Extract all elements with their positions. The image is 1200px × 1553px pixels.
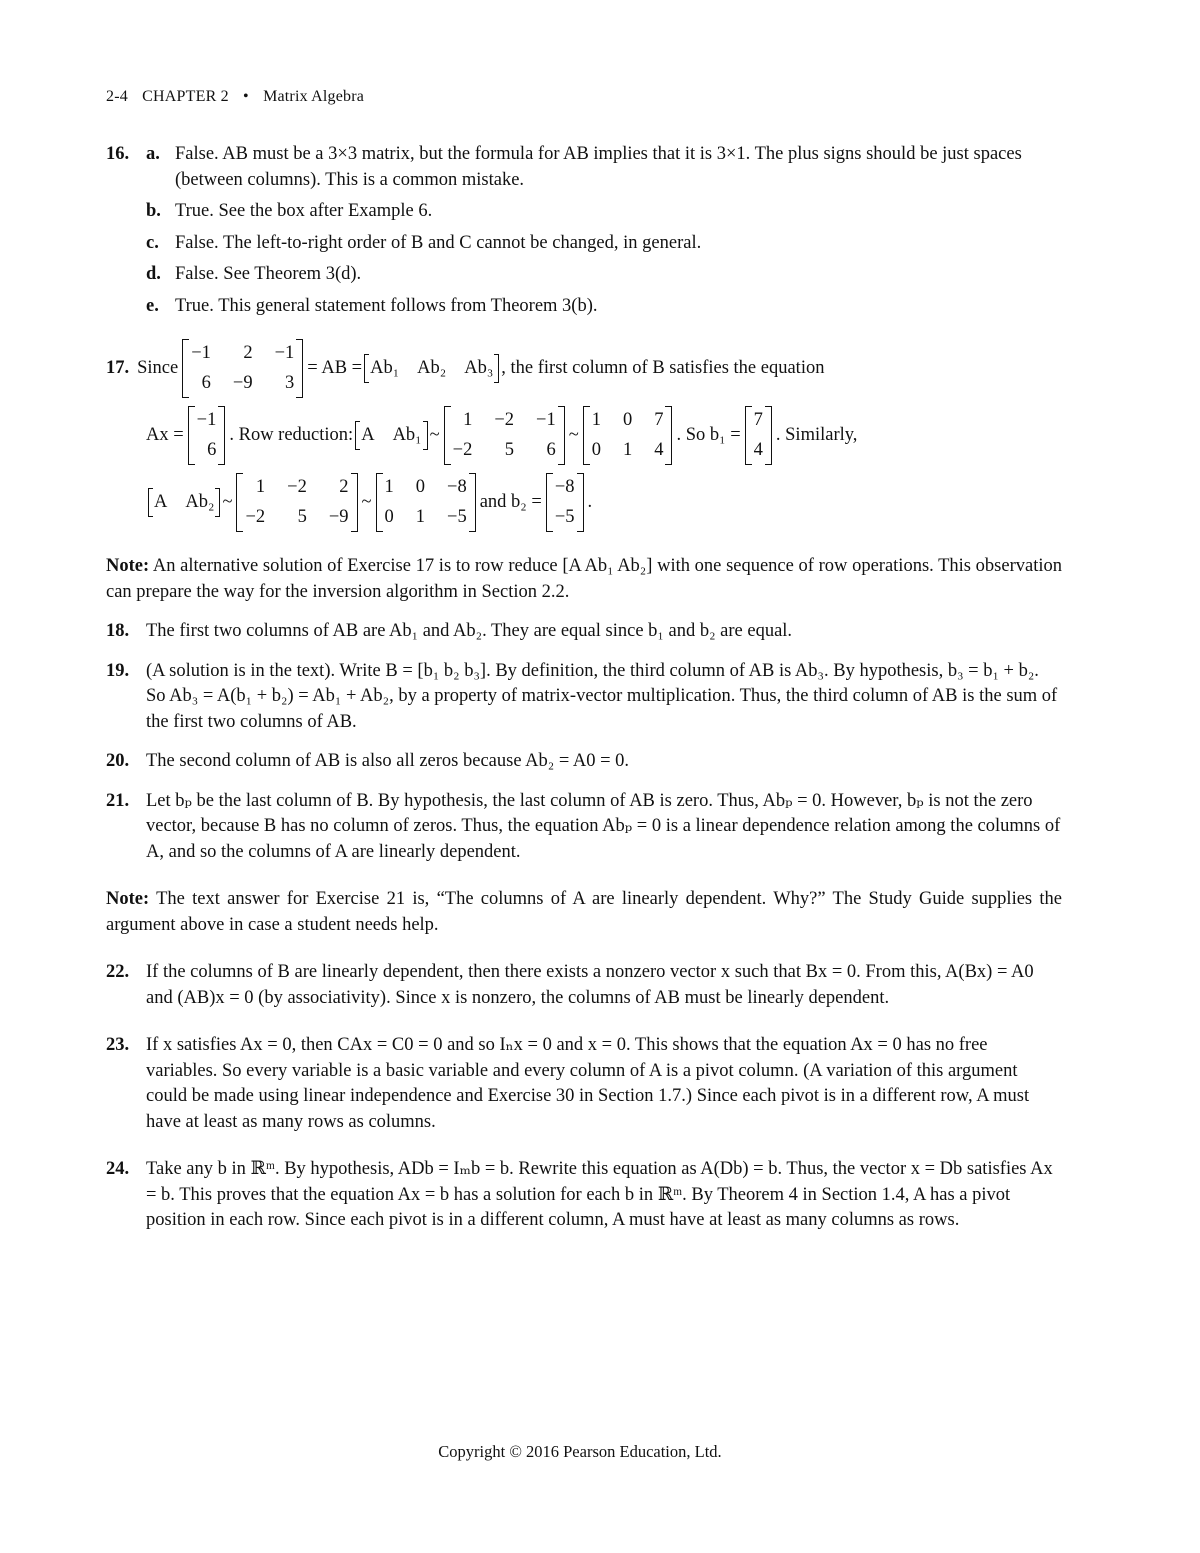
vector-b2	[546, 473, 584, 532]
vector-1	[188, 406, 226, 465]
matrix-entry: −8	[447, 477, 467, 497]
matrix-entry: 1	[415, 506, 426, 527]
eq-line-3	[106, 473, 1062, 532]
exercise-text: The second column of AB is also all zeros because Ab₂ = A0 = 0.	[146, 751, 630, 771]
part-d	[146, 262, 1062, 288]
matrix-entry: 5	[504, 439, 515, 460]
matrix-aug-1	[444, 406, 565, 465]
matrix-entry: 1	[622, 439, 633, 460]
exercise-text: Let bₚ be the last column of B. By hypothesis, the last column of AB is zero. Thus, Abₚ = 0. However, bₚ is not the zero vector, because B has no column of zeros. Thus, the equation Abₚ = 0 is a linear dependence relation among the columns of A, and so the columns of A are linearly dependent.	[146, 790, 1061, 862]
main-content	[106, 142, 1062, 1234]
eq-text: = AB =	[307, 357, 363, 378]
part-a	[146, 142, 1062, 193]
header-bullet: •	[243, 88, 249, 105]
part-text: True. This general statement follows from Theorem 3(b).	[175, 295, 598, 316]
note-text: The text answer for Exercise 21 is, “The columns of A are linearly dependent. Why?” The Study Guide supplies the argument above in case a student needs help.	[106, 889, 1062, 935]
note-label: Note:	[106, 556, 150, 576]
matrix-entry: 4	[654, 439, 664, 460]
exercise-23	[106, 1033, 1062, 1135]
tilde-symbol: ~	[429, 424, 440, 445]
copyright-footer: Copyright © 2016 Pearson Education, Ltd.	[438, 1442, 722, 1461]
exercise-number: 18.	[106, 621, 130, 641]
matrix-entry: −1	[536, 410, 556, 430]
chapter-title: Matrix Algebra	[263, 88, 365, 105]
vector-b1	[745, 406, 772, 465]
exercise-text: Take any b in ℝᵐ. By hypothesis, ADb = Iₘb = b. Rewrite this equation as A(Db) = b. Thus, the vector x = Db satisfies Ax = b. This proves that the equation Ax = b has a solution for each b in ℝᵐ. By Theorem 4 in Section 1.4, A has a pivot position in each row. Since each pivot is in a different column, A must have at least as many columns as rows.	[146, 1159, 1053, 1230]
exercise-number: 17.	[106, 357, 130, 378]
eq-text: , the first column of B satisfies the equation	[501, 357, 825, 378]
part-label: e.	[146, 295, 159, 316]
matrix-entry: −2	[452, 439, 473, 460]
exercise-text: The first two columns of AB are Ab₁ and Ab₂. They are equal since b₁ and b₂ are equal.	[146, 621, 793, 641]
matrix-entry: 7	[654, 410, 664, 430]
exercise-number: 22.	[106, 962, 130, 982]
exercise-number: 20.	[106, 751, 130, 771]
matrix-entry: −1	[196, 410, 217, 430]
matrix-entry: 1	[384, 477, 394, 497]
matrix-entry: −8	[554, 477, 575, 497]
note-label: Note:	[106, 889, 150, 909]
matrix-entry: 2	[243, 343, 253, 363]
matrix-entry: 5	[297, 506, 307, 527]
bracket-augmented-2	[148, 490, 220, 516]
exercise-21	[106, 789, 1062, 866]
matrix-entry: −9	[232, 372, 253, 393]
eq-text: . Row reduction:	[229, 424, 354, 445]
matrix-entry: 0	[415, 477, 426, 497]
note-exercise-21	[106, 887, 1062, 938]
matrix-entry: −2	[287, 477, 307, 497]
exercise-19	[106, 659, 1062, 736]
matrix-entry: 0	[384, 506, 394, 527]
part-label: b.	[146, 201, 161, 221]
page-number: 2-4	[106, 88, 128, 105]
exercise-16	[106, 142, 1062, 319]
eq-text: and b₂ =	[479, 491, 542, 512]
matrix-entry: −1	[191, 343, 211, 363]
bracket-entry: Ab₁	[370, 357, 400, 378]
matrix-entry: −5	[447, 506, 467, 527]
matrix-reduced-1	[583, 406, 673, 465]
matrix-entry: 0	[622, 410, 633, 430]
chapter-label: CHAPTER 2	[142, 88, 229, 105]
matrix-entry: 1	[255, 477, 266, 497]
tilde-symbol: ~	[568, 424, 579, 445]
part-e	[146, 294, 1062, 320]
part-b	[146, 199, 1062, 225]
part-label: c.	[146, 232, 159, 253]
matrix-entry: 7	[753, 410, 763, 430]
exercise-number: 19.	[106, 660, 130, 681]
part-text: True. See the box after Example 6.	[175, 201, 433, 221]
bracket-entry: A	[361, 424, 375, 445]
matrix-aug-2	[236, 473, 357, 532]
tilde-symbol: ~	[222, 491, 233, 512]
eq-text: . So b₁ =	[676, 424, 741, 445]
exercise-24	[106, 1157, 1062, 1234]
part-label: a.	[146, 144, 160, 164]
matrix-entry: −9	[328, 506, 349, 527]
part-text: False. See Theorem 3(d).	[175, 264, 362, 284]
matrix-reduced-2	[376, 473, 476, 532]
eq-text: . Similarly,	[775, 424, 858, 445]
running-header	[106, 88, 364, 106]
exercise-20	[106, 749, 1062, 775]
bracket-entry: Ab₃	[464, 357, 494, 378]
exercise-text: If x satisfies Ax = 0, then CAx = C0 = 0 and so Iₙx = 0 and x = 0. This shows that the equation Ax = 0 has no free variables. So every variable is a basic variable and every column of A is a pivot column. (A variation of this argument could be made using linear independence and Exercise 30 in Section 1.7.) Since each pivot is in a different row, A must have at least as many rows as columns.	[146, 1035, 1030, 1132]
eq-text: .	[587, 491, 593, 512]
exercise-17	[106, 339, 1062, 532]
note-exercise-17	[106, 554, 1062, 605]
bracket-augmented-1	[355, 423, 427, 449]
exercise-text: (A solution is in the text). Write B = [b₁ b₂ b₃]. By definition, the third column of AB is Ab₃. By hypothesis, b₃ = b₁ + b₂. So Ab₃ = A(b₁ + b₂) = Ab₁ + Ab₂, by a property of matrix-vector multiplication. Thus, the third column of AB is the sum of the first two columns of AB.	[146, 660, 1058, 732]
exercise-text: If the columns of B are linearly dependent, then there exists a nonzero vector x such that Bx = 0. From this, A(Bx) = A0 and (AB)x = 0 (by associativity). Since x is nonzero, the columns of AB must be linearly dependent.	[146, 962, 1034, 1008]
part-text: False. The left-to-right order of B and C cannot be changed, in general.	[175, 232, 702, 253]
eq-text: Ax =	[146, 424, 184, 445]
bracket-entry: Ab₂	[185, 491, 215, 512]
matrix-entry: 6	[207, 439, 217, 460]
exercise-number: 23.	[106, 1035, 130, 1055]
matrix-entry: 6	[201, 372, 211, 393]
part-label: d.	[146, 264, 161, 284]
exercise-22	[106, 960, 1062, 1011]
bracket-entry: Ab₁	[392, 424, 422, 445]
eq-text: Since	[137, 357, 179, 378]
matrix-entry: −2	[494, 410, 515, 430]
exercise-number: 16.	[106, 144, 130, 164]
part-c	[146, 231, 1062, 257]
matrix-entry: −5	[554, 506, 575, 527]
matrix-entry: 1	[591, 410, 601, 430]
bracket-entry: Ab₂	[417, 357, 447, 378]
matrix-ab	[182, 339, 303, 398]
matrix-entry: 6	[546, 439, 556, 460]
matrix-entry: 2	[339, 477, 349, 497]
exercise-18	[106, 619, 1062, 645]
matrix-entry: 3	[285, 372, 295, 393]
matrix-entry: −2	[245, 506, 266, 527]
eq-line-1	[106, 339, 1062, 398]
exercise-number: 21.	[106, 790, 130, 811]
matrix-entry: 4	[753, 439, 763, 460]
exercise-number: 24.	[106, 1159, 130, 1179]
part-text: False. AB must be a 3×3 matrix, but the formula for AB implies that it is 3×1. The plus signs should be just spaces (between columns). This is a common mistake.	[175, 144, 1022, 190]
bracket-ab-columns	[364, 356, 499, 382]
matrix-entry: 0	[591, 439, 601, 460]
note-text: An alternative solution of Exercise 17 is to row reduce [A Ab₁ Ab₂] with one sequence of row operations. This observation can prepare the way for the inversion algorithm in Section 2.2.	[106, 556, 1062, 602]
eq-line-2	[106, 406, 1062, 465]
tilde-symbol: ~	[361, 491, 372, 512]
bracket-entry: A	[154, 491, 168, 512]
matrix-entry: −1	[274, 343, 295, 363]
matrix-entry: 1	[463, 410, 473, 430]
